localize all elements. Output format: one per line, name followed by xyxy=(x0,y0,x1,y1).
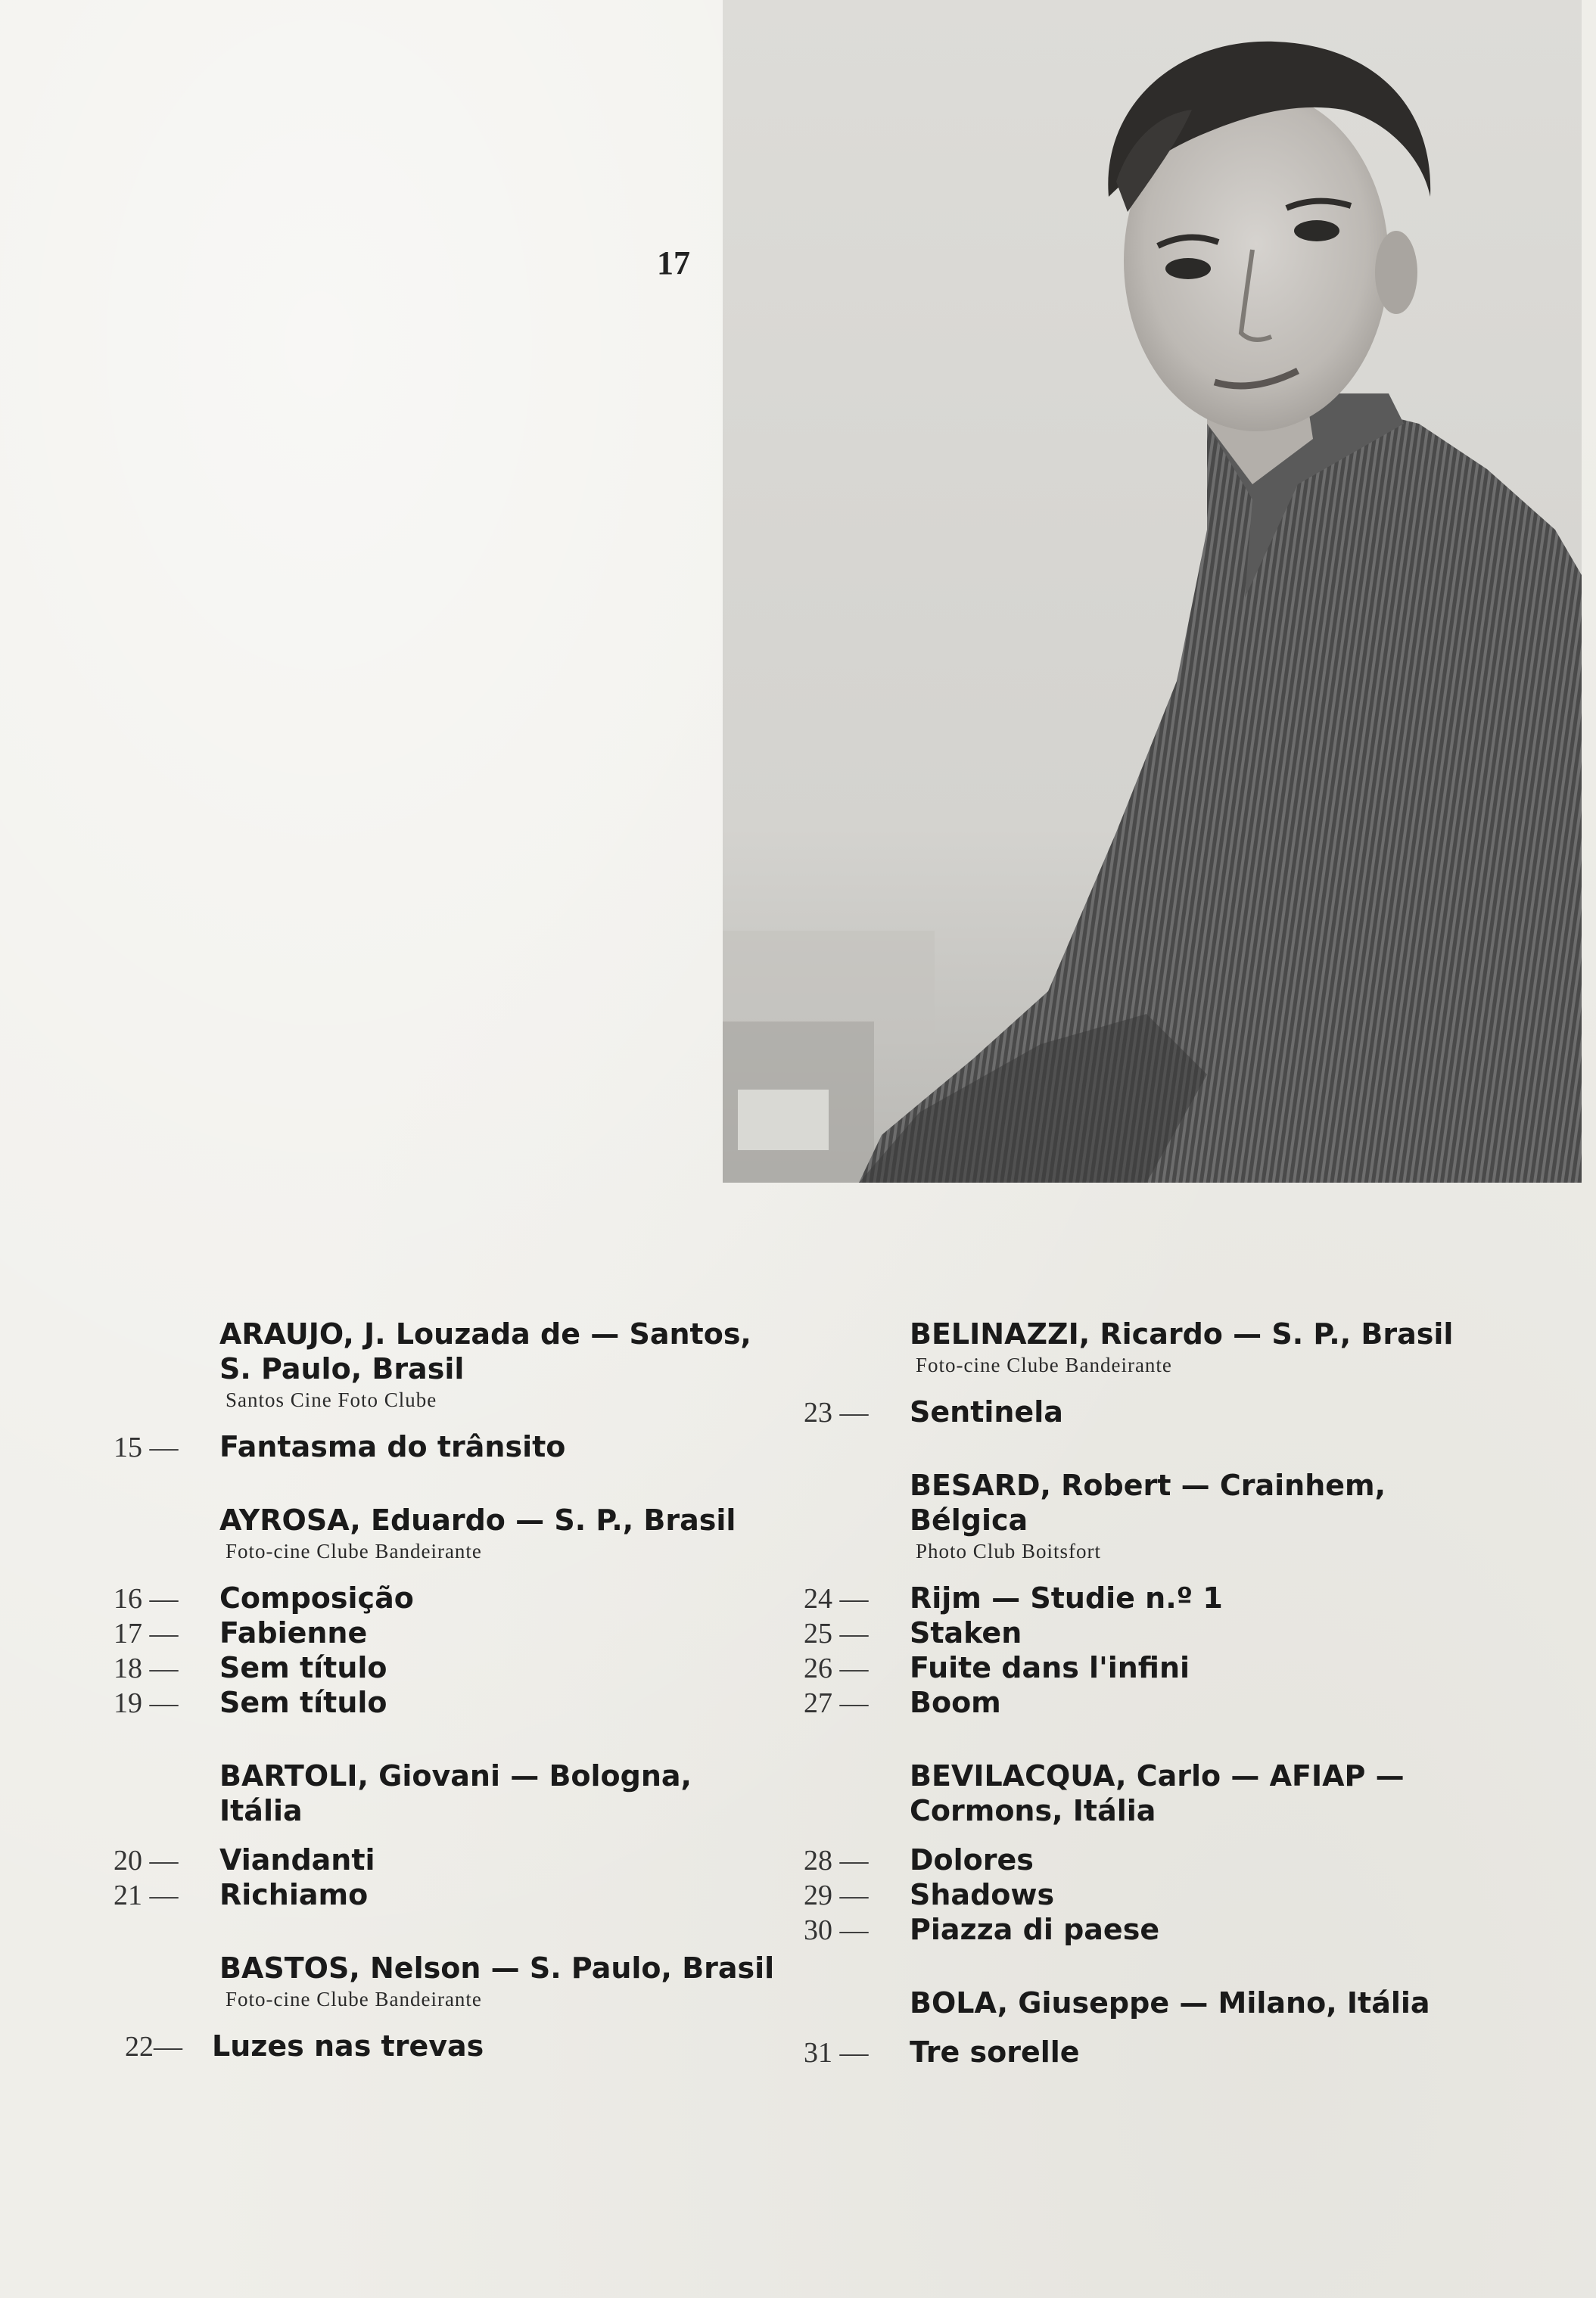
work-number: 17 — xyxy=(114,1618,179,1650)
work-item xyxy=(114,1616,779,1651)
club-name: Santos Cine Foto Clube xyxy=(226,1388,437,1411)
author-name: ARAUJO, J. Louzada de — Santos, S. Paulo, Brasil xyxy=(219,1317,751,1385)
work-number: 30 — xyxy=(804,1914,869,1946)
work-item xyxy=(804,1651,1485,1686)
work-title: Composição xyxy=(219,1581,414,1615)
catalog-entry-bartoli xyxy=(114,1758,779,1913)
work-title: Shadows xyxy=(910,1878,1055,1911)
work-title: Fantasma do trânsito xyxy=(219,1430,566,1463)
work-number: 18 — xyxy=(114,1653,179,1684)
club-name: Foto-cine Clube Bandeirante xyxy=(916,1354,1172,1376)
work-title: Sentinela xyxy=(910,1395,1063,1429)
catalog-entry-besard xyxy=(804,1468,1485,1721)
club-name: Photo Club Boitsfort xyxy=(916,1540,1102,1563)
catalog-entry-ayrosa xyxy=(114,1503,779,1721)
work-number: 31 — xyxy=(804,2037,869,2069)
work-item xyxy=(804,1686,1485,1721)
club-name: Foto-cine Clube Bandeirante xyxy=(226,1540,482,1563)
work-title: Richiamo xyxy=(219,1878,369,1911)
work-number: 28 — xyxy=(804,1845,869,1877)
work-item xyxy=(804,1616,1485,1651)
work-title: Luzes nas trevas xyxy=(212,2029,484,2063)
work-title: Rijm — Studie n.º 1 xyxy=(910,1581,1223,1615)
work-item xyxy=(804,1843,1485,1878)
work-title: Viandanti xyxy=(219,1843,375,1877)
club-name: Foto-cine Clube Bandeirante xyxy=(226,1988,482,2010)
work-number: 21 — xyxy=(114,1880,179,1911)
work-number: 20 — xyxy=(114,1845,179,1877)
work-item xyxy=(114,1878,779,1913)
work-title: Piazza di paese xyxy=(910,1913,1160,1946)
work-item xyxy=(114,1430,779,1465)
author-name: BOLA, Giuseppe — Milano, Itália xyxy=(910,1986,1430,2020)
work-item xyxy=(804,1395,1485,1430)
author-name: BELINAZZI, Ricardo — S. P., Brasil xyxy=(910,1317,1454,1351)
left-column xyxy=(114,1317,779,2102)
work-title: Dolores xyxy=(910,1843,1034,1877)
work-number: 24 — xyxy=(804,1583,869,1615)
work-number: 29 — xyxy=(804,1880,869,1911)
work-title: Staken xyxy=(910,1616,1022,1650)
work-title: Fuite dans l'infini xyxy=(910,1651,1190,1684)
work-item xyxy=(114,1686,779,1721)
work-number: 15 — xyxy=(114,1432,179,1463)
work-item xyxy=(114,1651,779,1686)
work-item xyxy=(804,2035,1485,2070)
author-name: BEVILACQUA, Carlo — AFIAP — Cormons, Itália xyxy=(910,1759,1405,1827)
work-number: 16 — xyxy=(114,1583,179,1615)
author-name: BARTOLI, Giovani — Bologna, Itália xyxy=(219,1759,692,1827)
work-number: 23 — xyxy=(804,1397,869,1429)
catalog-entry-bola xyxy=(804,1985,1485,2070)
page-number: 17 xyxy=(657,244,690,281)
work-title: Tre sorelle xyxy=(910,2035,1080,2069)
catalog-entry-belinazzi xyxy=(804,1317,1485,1430)
author-name: BASTOS, Nelson — S. Paulo, Brasil xyxy=(219,1951,775,1985)
work-number: 22— xyxy=(125,2031,182,2063)
work-title: Fabienne xyxy=(219,1616,368,1650)
catalog-entry-bevilacqua xyxy=(804,1758,1485,1948)
author-name: BESARD, Robert — Crainhem, Bélgica xyxy=(910,1469,1386,1537)
catalog-entry-araujo xyxy=(114,1317,779,1465)
work-item xyxy=(114,1843,779,1878)
work-title: Sem título xyxy=(219,1686,387,1719)
work-number: 19 — xyxy=(114,1687,179,1719)
work-item xyxy=(804,1913,1485,1948)
work-number: 25 — xyxy=(804,1618,869,1650)
right-column xyxy=(804,1317,1485,2108)
work-item xyxy=(114,1581,779,1616)
work-number: 26 — xyxy=(804,1653,869,1684)
portrait-photo xyxy=(723,0,1582,1183)
work-title: Boom xyxy=(910,1686,1001,1719)
author-name: AYROSA, Eduardo — S. P., Brasil xyxy=(219,1503,736,1537)
catalog-entry-bastos xyxy=(114,1951,779,2064)
work-number: 27 — xyxy=(804,1687,869,1719)
work-item xyxy=(804,1878,1485,1913)
work-title: Sem título xyxy=(219,1651,387,1684)
work-item xyxy=(804,1581,1485,1616)
portrait-illustration xyxy=(723,0,1582,1183)
work-item xyxy=(114,2029,779,2064)
